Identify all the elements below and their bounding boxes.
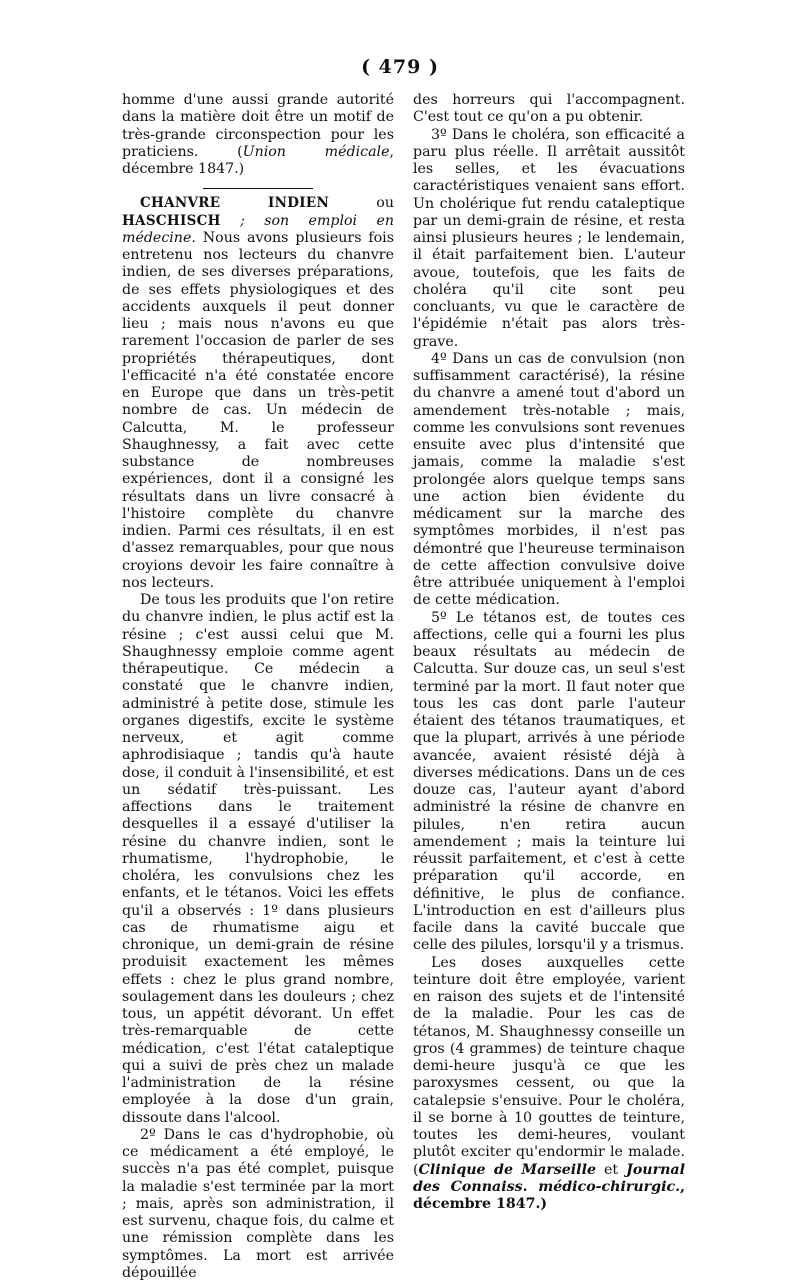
paragraph-text: homme d'une aussi grande autorité dans la matière doit être un motif de très-grande circonspection pour les praticiens. ( <box>122 92 394 160</box>
section-divider <box>203 188 313 189</box>
paragraph: 5º Le tétanos est, de toutes ces affections, celle qui a fourni les plus beaux résultats au médecin de Calcutta. Sur douze cas, un seul s'est terminé par la mort. Il faut noter que tous les cas dont parle l'auteur étaient des tétanos traumatiques, et que la plupart, arrivés à une période avancée, avaient résisté déjà à diverses médications. Dans un de ces douze cas, l'auteur ayant d'abord administré la résine de chanvre en pilules, n'en retira aucun amendement ; mais la teinture lui réussit parfaitement, et c'est à cette préparation qu'il accorde, en définitive, le plus de confiance. L'introduction en est d'ailleurs plus facile dans la cavité buccale que celle des pilules, lorsqu'il y a trismus. <box>413 609 685 954</box>
article-heading: CHANVRE INDIEN <box>140 195 330 212</box>
source-citation-2: Journal des Connaiss. médico-chirurgic. <box>413 1161 685 1195</box>
left-column <box>122 92 394 1282</box>
paragraph-continuation <box>122 92 394 178</box>
article-subheading: ; son emploi en médecine. <box>122 212 394 246</box>
paragraph-with-citation <box>413 955 685 1214</box>
paragraph: De tous les produits que l'on retire du chanvre indien, le plus actif est la résine ; c'est aussi celui que M. Shaughnessy emploie comme agent thérapeutique. Ce médecin a constaté que le chanvre indien, administré à petite dose, stimule les organes digestifs, excite le système nerveux, et agit comme aphrodisiaque ; tandis qu'à haute dose, il conduit à l'insensibilité, et est un sédatif très-puissant. Les affections dans le traitement desquelles il a essayé d'utiliser la résine du chanvre indien, sont le rhumatisme, l'hydrophobie, le choléra, les convulsions chez les enfants, et le tétanos. Voici les effets qu'il a observés : 1º dans plusieurs cas de rhumatisme aigu et chronique, un demi-grain de résine produisit exactement les mêmes effets : chez le plus grand nombre, soulagement dans les douleurs ; chez tous, un appétit dévorant. Un effet très-remarquable de cette médication, c'est l'état cataleptique qui a suivi de près chez un malade l'administration de la résine employée à la dose d'un grain, dissoute dans l'alcool. <box>122 592 395 1126</box>
paragraph-continuation: des horreurs qui l'accompagnent. C'est tout ce qu'on a pu obtenir. <box>413 92 685 126</box>
article-heading-2: HASCHISCH <box>122 212 221 229</box>
heading-conjunction: ou <box>329 195 394 212</box>
citation-conjunction: et <box>596 1161 627 1178</box>
citation-date: , décembre 1847.) <box>413 1178 685 1212</box>
paragraph-text: Les doses auxquelles cette teinture doit être employée, varient en raison des sujets et de l'intensité de la maladie. Pour les cas de tétanos, M. Shaughnessy conseille un gros (4 grammes) de teinture chaque demi-heure jusqu'à ce que les paroxysmes cessent, ou que la catalepsie s'ensuive. Pour le choléra, il se borne à 10 gouttes de teinture, toutes les demi-heures, voulant plutôt exciter qu'endormir le malade. ( <box>413 954 685 1178</box>
paragraph: 4º Dans un cas de convulsion (non suffisamment caractérisé), la résine du chanvre a amené tout d'abord un amendement très-notable ; mais, comme les convulsions sont revenues ensuite avec plus d'intensité que jamais, comme la maladie s'est prolongée alors quelque temps sans une action bien évidente du médicament sur la marche des symptômes morbides, il n'est pas démontré que l'heureuse terminaison de cette affection convulsive doive être attribuée uniquement à l'emploi de cette médication. <box>413 350 685 609</box>
paragraph: 2º Dans le cas d'hydrophobie, où ce médicament a été employé, le succès n'a pas été complet, puisque la maladie s'est terminée par la mort ; mais, après son administration, il est survenu, chaque fois, du calme et une rémission complète dans les symptômes. La mort est arrivée dépouillée <box>122 1126 394 1281</box>
source-citation: Union médicale <box>242 143 390 160</box>
paragraph: 3º Dans le choléra, son efficacité a paru plus réelle. Il arrêtait aussitôt les selles, et les évacuations caractéristiques venaient sans effort. Un cholérique fut rendu cataleptique par un demi-grain de résine, et resta ainsi plusieurs heures ; le lendemain, il était parfaitement bien. L'auteur avoue, toutefois, que les faits de choléra qu'il cite sont peu concluants, vu que le caractère de l'épidémie n'était pas alors très-grave. <box>413 126 685 350</box>
article-opening <box>122 195 394 592</box>
citation-date: , décembre 1847.) <box>122 143 394 177</box>
right-column <box>413 92 685 1213</box>
paragraph-text: Nous avons plusieurs fois entretenu nos lecteurs du chanvre indien, de ses diverses préparations, de ses effets physiologiques et des accidents auxquels il peut donner lieu ; mais nous n'avons eu que rarement l'occasion de parler de ses propriétés thérapeutiques, dont l'efficacité n'a été constatée encore en Europe que dans un très-petit nombre de cas. Un médecin de Calcutta, M. le professeur Shaughnessy, a fait avec cette substance de nombreuses expériences, dont il a consigné les résultats dans un livre consacré à l'histoire complète du chanvre indien. Parmi ces résultats, il en est d'assez remarquables, pour que nous croyions devoir les faire connaître à nos lecteurs. <box>122 229 394 591</box>
source-citation: Clinique de Marseille <box>418 1161 596 1178</box>
page-number: ( 479 ) <box>361 56 439 78</box>
